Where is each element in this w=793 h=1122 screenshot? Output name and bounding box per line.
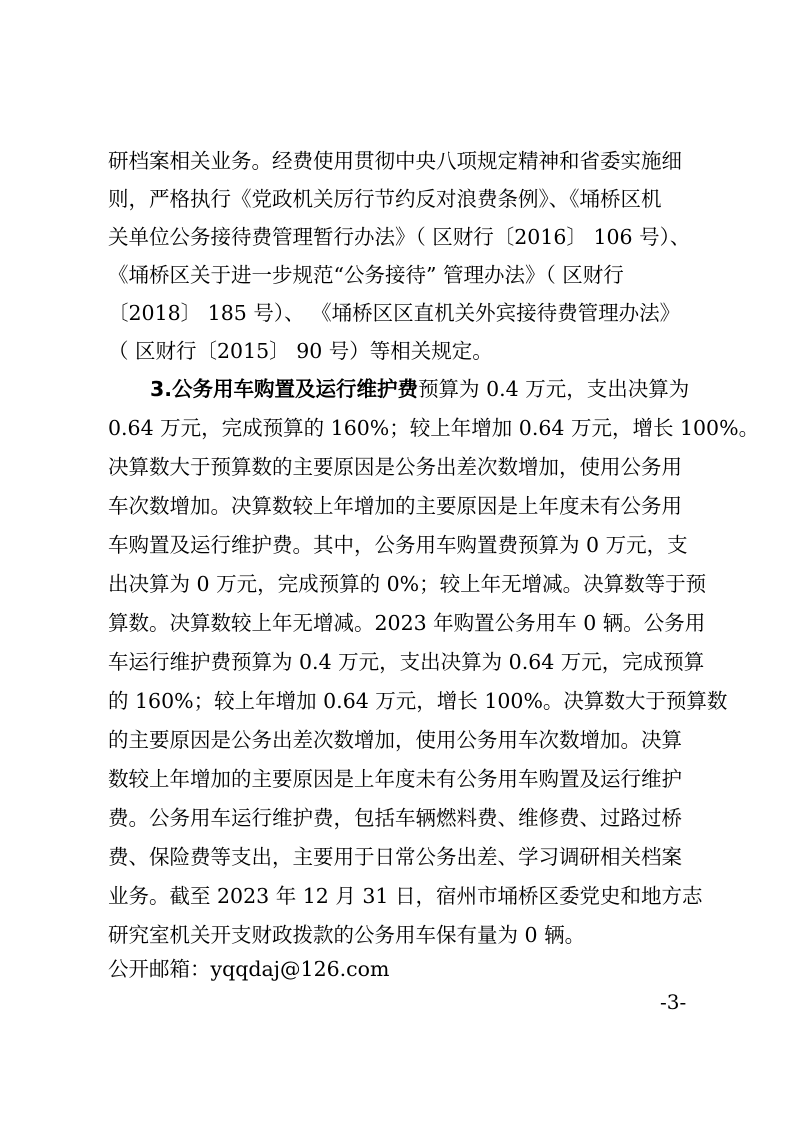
text-line: （ 区财行〔2015〕 90 号）等相关规定。 (108, 339, 493, 363)
section-3-first-line (150, 370, 689, 408)
text-line: 出决算为 0 万元，完成预算的 0%；较上年无增减。决算数等于预 (108, 572, 707, 596)
text-line: 研档案相关业务。经费使用贯彻中央八项规定精神和省委实施细 (108, 149, 682, 173)
text-line: 则，严格执行《党政机关厉行节约反对浪费条例》、《埇桥区机 (108, 187, 662, 211)
text-line: 的主要原因是公务出差次数增加，使用公务用车次数增加。决算 (108, 728, 682, 752)
text-line: 〔2018〕 185 号）、 《埇桥区区直机关外宾接待费管理办法》 (108, 301, 681, 325)
text-line: 车次数增加。决算数较上年增加的主要原因是上年度未有公务用 (108, 494, 682, 518)
text-line: 数较上年增加的主要原因是上年度未有公务用车购置及运行维护 (108, 767, 682, 791)
text-line: 车购置及运行维护费。其中，公务用车购置费预算为 0 万元，支 (108, 533, 688, 557)
text-line: 《埇桥区关于进一步规范“公务接待” 管理办法》（ 区财行 (108, 263, 624, 287)
text-line: 研究室机关开支财政拨款的公务用车保有量为 0 辆。 (108, 923, 586, 947)
text-line: 车运行维护费预算为 0.4 万元，支出决算为 0.64 万元，完成预算 (108, 650, 705, 674)
text-line: 的 160%；较上年增加 0.64 万元，增长 100%。决算数大于预算数 (108, 689, 728, 713)
text-line: 算数。决算数较上年无增减。2023 年购置公务用车 0 辆。公务用 (108, 611, 706, 635)
text-line: 费。公务用车运行维护费，包括车辆燃料费、维修费、过路过桥 (108, 806, 682, 830)
text-line: 决算数大于预算数的主要原因是公务出差次数增加，使用公务用 (108, 455, 682, 479)
text-line: 0.64 万元，完成预算的 160%；较上年增加 0.64 万元，增长 100%。 (108, 416, 760, 440)
text-line: 关单位公务接待费管理暂行办法》（ 区财行〔2016〕 106 号）、 (108, 225, 691, 249)
text-line: 费、保险费等支出，主要用于日常公务出差、学习调研相关档案 (108, 845, 682, 869)
section-3-heading: 3.公务用车购置及运行维护费 (150, 377, 419, 401)
public-email: 公开邮箱：yqqdaj@126.com (108, 957, 390, 981)
section-3-first-line-text: 预算为 0.4 万元，支出决算为 (418, 377, 690, 401)
text-line: 业务。截至 2023 年 12 月 31 日，宿州市埇桥区委党史和地方志 (108, 884, 703, 908)
page-number: -3- (660, 990, 687, 1014)
